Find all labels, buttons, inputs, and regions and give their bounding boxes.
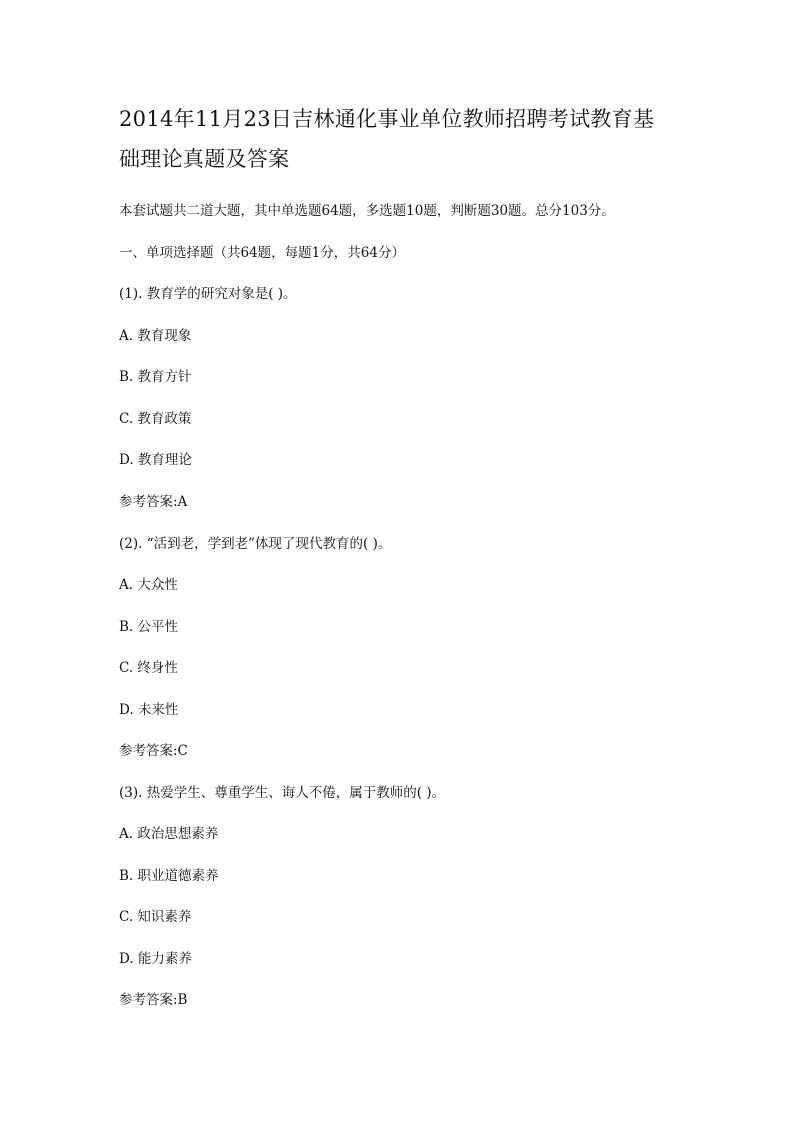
answer-option: B. 教育方针 [119, 369, 192, 385]
reference-answer: 参考答案:B [119, 992, 188, 1008]
answer-option: B. 职业道德素养 [119, 868, 219, 884]
exam-intro: 本套试题共二道大题，其中单选题64题，多选题10题，判断题30题。总分103分。 [119, 203, 615, 219]
question-stem: (2). “活到老，学到老”体现了现代教育的( )。 [119, 536, 392, 552]
reference-answer: 参考答案:A [119, 494, 188, 510]
section-heading: 一、单项选择题（共64题，每题1分，共64分） [119, 245, 405, 261]
answer-option: A. 大众性 [119, 577, 178, 593]
answer-option: C. 教育政策 [119, 411, 192, 427]
document-title-line-2: 础理论真题及答案 [119, 147, 290, 171]
answer-option: D. 未来性 [119, 702, 179, 718]
answer-option: C. 终身性 [119, 660, 178, 676]
document-title-line-1: 2014年11月23日吉林通化事业单位教师招聘考试教育基 [119, 107, 655, 131]
answer-option: D. 教育理论 [119, 452, 192, 468]
answer-option: D. 能力素养 [119, 951, 192, 967]
reference-answer: 参考答案:C [119, 743, 188, 759]
answer-option: C. 知识素养 [119, 909, 192, 925]
answer-option: B. 公平性 [119, 619, 179, 635]
question-stem: (3). 热爱学生、尊重学生、诲人不倦，属于教师的( )。 [119, 785, 446, 801]
question-stem: (1). 教育学的研究对象是( )。 [119, 286, 297, 302]
answer-option: A. 教育现象 [119, 328, 192, 344]
answer-option: A. 政治思想素养 [119, 826, 219, 842]
